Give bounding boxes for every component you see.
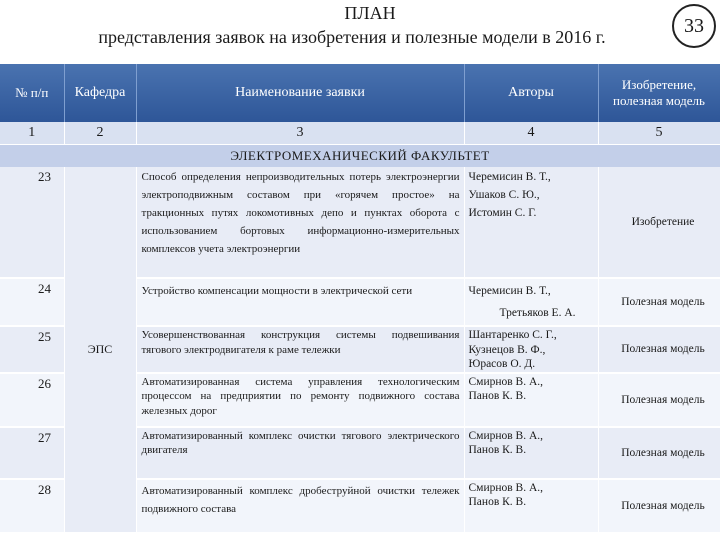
author: Панов К. В.: [468, 390, 527, 402]
authors-cell: [464, 278, 598, 326]
application-type: Полезная модель: [598, 479, 720, 533]
author: Панов К. В.: [468, 444, 527, 456]
application-type: Полезная модель: [598, 373, 720, 427]
header-num: № п/п: [0, 64, 64, 122]
author: Черемисин В. Т.,: [468, 171, 551, 183]
application-name: Способ определения непроизводительных потерь электроэнергии электроподвижным составом при «горячем простое» на тракционных путях локомотивных депо и пунктах оборота с использованием бортовых информационно-измерительных комплексов учета электроэнергии: [136, 167, 464, 278]
application-type: Полезная модель: [598, 326, 720, 373]
application-type: Полезная модель: [598, 427, 720, 479]
authors-cell: [464, 167, 598, 278]
authors-cell: [464, 479, 598, 533]
column-numbers-row: [0, 122, 720, 145]
row-number: 27: [0, 427, 64, 479]
document-subtitle: представления заявок на изобретения и полезные модели в 2016 г.: [98, 27, 606, 47]
column-number: 4: [464, 122, 598, 145]
faculty-row: [0, 145, 720, 168]
application-name: Усовершенствованная конструкция системы подвешивания тягового электродвигателя к раме тележки: [136, 326, 464, 373]
header-department: Кафедра: [64, 64, 136, 122]
table-row: [0, 167, 720, 278]
application-name: Автоматизированная система управления технологическим процессом на предприятии по ремонту подвижного состава железных дорог: [136, 373, 464, 427]
author: Юрасов О. Д.: [468, 358, 536, 370]
author: Смирнов В. А.,: [468, 429, 544, 442]
column-number: 3: [136, 122, 464, 145]
page-number-badge: 33: [672, 4, 716, 48]
author: Кузнецов В. Ф.,: [468, 343, 546, 356]
author: Третьяков Е. А.: [499, 307, 576, 319]
row-number: 26: [0, 373, 64, 427]
author: Истомин С. Г.: [468, 207, 537, 219]
author: Панов К. В.: [468, 496, 527, 508]
application-name: Устройство компенсации мощности в электрической сети: [136, 278, 464, 326]
author: Смирнов В. А.,: [468, 481, 544, 494]
authors-cell: [464, 373, 598, 427]
column-number: 5: [598, 122, 720, 145]
application-type: Изобретение: [598, 167, 720, 278]
applications-table: [0, 64, 720, 534]
row-number: 25: [0, 326, 64, 373]
authors-cell: [464, 427, 598, 479]
header-name: Наименование заявки: [136, 64, 464, 122]
document-title: ПЛАН: [344, 3, 396, 23]
application-name: Автоматизированный комплекс дробеструйной очистки тележек подвижного состава: [136, 479, 464, 533]
authors-cell: [464, 326, 598, 373]
author: Черемисин В. Т.,: [468, 285, 551, 297]
author: Смирнов В. А.,: [468, 375, 544, 388]
header-type: Изобретение, полезная модель: [598, 64, 720, 122]
row-number: 24: [0, 278, 64, 326]
application-type: Полезная модель: [598, 278, 720, 326]
header-row: [0, 64, 720, 122]
column-number: 1: [0, 122, 64, 145]
application-name: Автоматизированный комплекс очистки тягового электрического двигателя: [136, 427, 464, 479]
faculty-name: ЭЛЕКТРОМЕХАНИЧЕСКИЙ ФАКУЛЬТЕТ: [0, 145, 720, 168]
author: Шантаренко С. Г.,: [468, 329, 557, 341]
author: Ушаков С. Ю.,: [468, 189, 540, 201]
row-number: 23: [0, 167, 64, 278]
row-number: 28: [0, 479, 64, 533]
header-authors: Авторы: [464, 64, 598, 122]
column-number: 2: [64, 122, 136, 145]
department-cell: ЭПС: [64, 167, 136, 533]
